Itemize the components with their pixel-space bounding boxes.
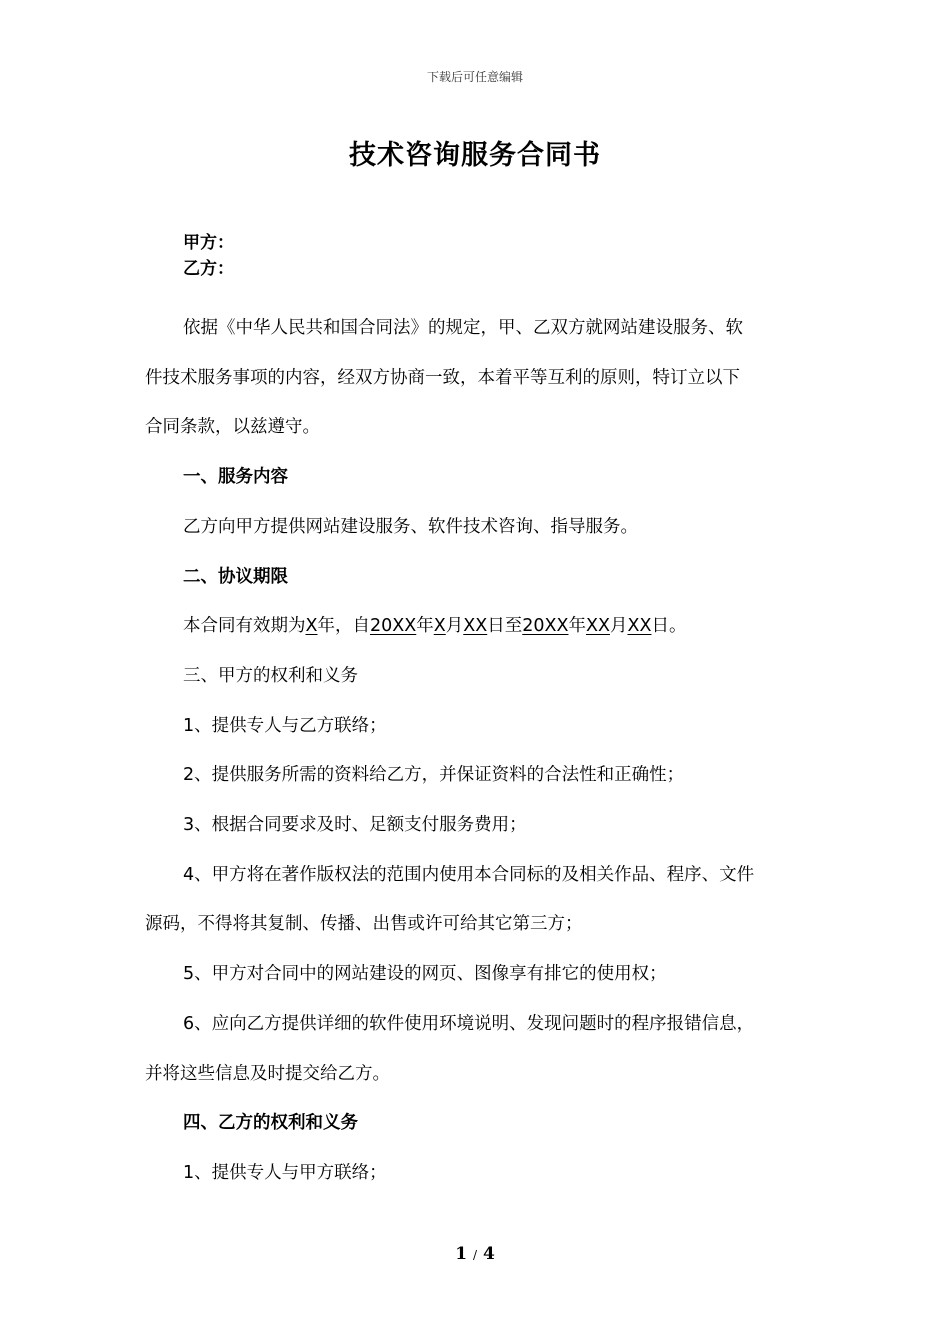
party-a-label: 甲方： (183, 233, 234, 253)
term-prefix: 本合同有效期为 (183, 616, 306, 636)
term-text: 日至 (487, 616, 523, 636)
section1-heading: 一、服务内容 (183, 467, 288, 487)
section4-item-1: 1、提供专人与甲方联络； (183, 1163, 387, 1183)
current-page: 1 (455, 1244, 468, 1264)
start-year-blank: 20XX (370, 616, 417, 636)
term-years-blank: X (305, 616, 318, 636)
total-pages: 4 (482, 1244, 495, 1264)
section3-item-1: 1、提供专人与乙方联络； (183, 716, 387, 736)
term-text: 日。 (651, 616, 687, 636)
section3-item-2: 2、提供服务所需的资料给乙方，并保证资料的合法性和正确性； (183, 765, 685, 785)
section1-text: 乙方向甲方提供网站建设服务、软件技术咨询、指导服务。 (183, 517, 638, 537)
section2-heading: 二、协议期限 (183, 567, 288, 587)
term-text: 年，自 (317, 616, 370, 636)
section3-heading: 三、甲方的权利和义务 (183, 666, 358, 686)
term-text: 月 (445, 616, 464, 636)
page-separator: / (472, 1248, 478, 1262)
end-month-blank: XX (585, 616, 610, 636)
end-year-blank: 20XX (522, 616, 569, 636)
document-title: 技术咨询服务合同书 (349, 140, 601, 171)
section3-item-3: 3、根据合同要求及时、足额支付服务费用； (183, 815, 527, 835)
intro-line-1: 依据《中华人民共和国合同法》的规定，甲、乙双方就网站建设服务、软 (183, 318, 743, 338)
header-note: 下载后可任意编辑 (426, 70, 523, 84)
end-day-blank: XX (627, 616, 652, 636)
section3-item-6-line-2: 并将这些信息及时提交给乙方。 (145, 1064, 390, 1084)
section3-item-4-line-2: 源码，不得将其复制、传播、出售或许可给其它第三方； (145, 914, 583, 934)
intro-line-3: 合同条款，以兹遵守。 (145, 417, 320, 437)
start-day-blank: XX (463, 616, 488, 636)
section3-item-4-line-1: 4、甲方将在著作版权法的范围内使用本合同标的及相关作品、程序、文件 (183, 865, 755, 885)
term-line (183, 612, 686, 637)
section4-heading: 四、乙方的权利和义务 (183, 1113, 358, 1133)
section3-item-5: 5、甲方对合同中的网站建设的网页、图像享有排它的使用权； (183, 964, 667, 984)
start-month-blank: X (433, 616, 446, 636)
term-text: 年 (568, 616, 586, 636)
page-number (0, 1244, 950, 1264)
term-text: 月 (609, 616, 628, 636)
term-text: 年 (416, 616, 434, 636)
party-b-label: 乙方： (183, 259, 234, 279)
section3-item-6-line-1: 6、应向乙方提供详细的软件使用环境说明、发现问题时的程序报错信息， (183, 1014, 755, 1034)
intro-line-2: 件技术服务事项的内容，经双方协商一致，本着平等互利的原则，特订立以下 (145, 368, 740, 388)
